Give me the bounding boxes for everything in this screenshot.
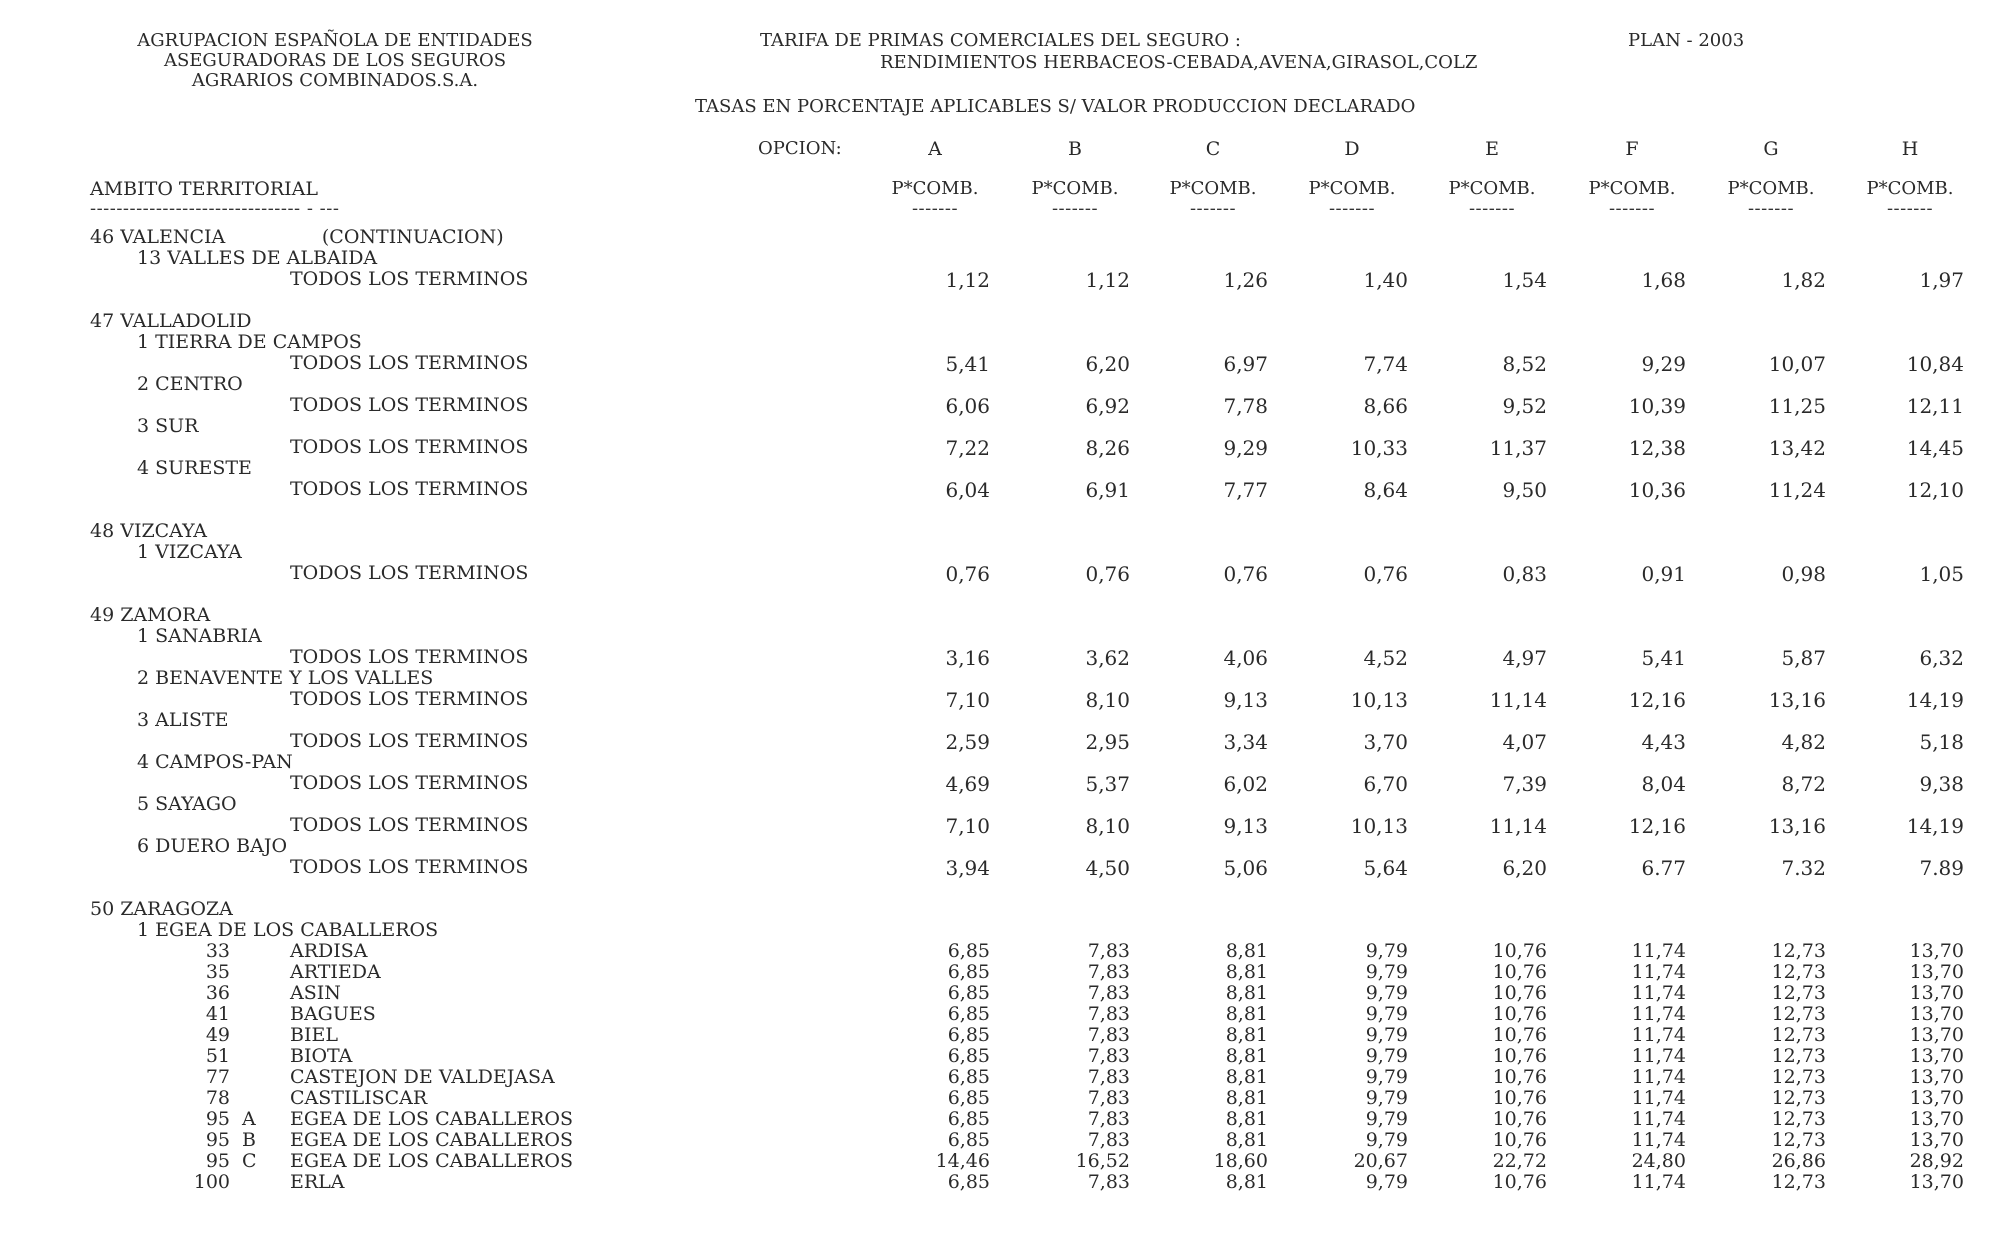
- rate-cell: 9,79: [1365, 940, 1408, 962]
- rate-cell: 12,73: [1771, 1129, 1826, 1151]
- rate-cell: 13,70: [1909, 1045, 1964, 1067]
- rate-cell: 6,85: [947, 982, 990, 1004]
- rate-cell: 1,82: [1781, 268, 1826, 292]
- rate-cell: 8,81: [1225, 1045, 1268, 1067]
- comarca-heading: 1 VIZCAYA: [137, 541, 242, 563]
- rate-cell: 5,41: [945, 352, 990, 376]
- rate-cell: 11,37: [1489, 436, 1547, 460]
- rate-cell: 7,83: [1087, 1171, 1130, 1193]
- rate-cell: 8,72: [1781, 772, 1826, 796]
- rate-cell: 6,02: [1223, 772, 1268, 796]
- rate-cell: 9,38: [1919, 772, 1964, 796]
- rate-cell: 7,77: [1223, 478, 1268, 502]
- rate-cell: 8,81: [1225, 1003, 1268, 1025]
- tarifa-line-1: TARIFA DE PRIMAS COMERCIALES DEL SEGURO :: [760, 30, 1241, 51]
- rate-cell: 7,83: [1087, 1045, 1130, 1067]
- rate-cell: 6,97: [1223, 352, 1268, 376]
- municipality-code: 41: [205, 1003, 230, 1025]
- terminos-row-label: TODOS LOS TERMINOS: [290, 436, 529, 458]
- rate-cell: 11,74: [1631, 1066, 1686, 1088]
- option-letter: A: [928, 138, 942, 160]
- rate-cell: 7,83: [1087, 1024, 1130, 1046]
- rate-cell: 14,45: [1906, 436, 1964, 460]
- rate-cell: 10,07: [1768, 352, 1826, 376]
- rate-cell: 14,19: [1906, 814, 1964, 838]
- rate-cell: 13,16: [1768, 688, 1826, 712]
- rate-cell: 6,85: [947, 1045, 990, 1067]
- rate-cell: 9,52: [1502, 394, 1547, 418]
- rate-cell: 12,73: [1771, 1066, 1826, 1088]
- rate-cell: 5,18: [1919, 730, 1964, 754]
- rate-cell: 12,73: [1771, 940, 1826, 962]
- rate-cell: 8,81: [1225, 1129, 1268, 1151]
- rate-cell: 0,76: [1085, 562, 1130, 586]
- pcomb-dashes: -------: [1328, 198, 1376, 219]
- rate-cell: 1,05: [1919, 562, 1964, 586]
- pcomb-header: P*COMB.: [1588, 178, 1676, 199]
- rate-cell: 4,82: [1781, 730, 1826, 754]
- rate-cell: 10,39: [1628, 394, 1686, 418]
- comarca-heading: 1 SANABRIA: [137, 625, 262, 647]
- comarca-heading: 3 SUR: [137, 415, 199, 437]
- option-letter: G: [1763, 138, 1779, 160]
- rate-cell: 6,85: [947, 1003, 990, 1025]
- comarca-heading: 3 ALISTE: [137, 709, 229, 731]
- rate-cell: 5,87: [1781, 646, 1826, 670]
- municipality-name: BIOTA: [290, 1045, 353, 1067]
- rate-cell: 10,76: [1492, 1171, 1547, 1193]
- rate-cell: 6,85: [947, 1171, 990, 1193]
- rate-cell: 13,70: [1909, 1024, 1964, 1046]
- rate-cell: 11,14: [1489, 688, 1547, 712]
- municipality-code: 95: [205, 1129, 230, 1151]
- rate-cell: 11,74: [1631, 1171, 1686, 1193]
- rate-cell: 7.32: [1781, 856, 1826, 880]
- rate-cell: 8,10: [1085, 814, 1130, 838]
- org-line-2: ASEGURADORAS DE LOS SEGUROS: [163, 50, 507, 71]
- rate-cell: 4,97: [1502, 646, 1547, 670]
- rate-cell: 12,38: [1628, 436, 1686, 460]
- rate-cell: 12,11: [1906, 394, 1964, 418]
- rate-cell: 11,74: [1631, 1108, 1686, 1130]
- rate-cell: 7,83: [1087, 1003, 1130, 1025]
- rate-cell: 7,83: [1087, 940, 1130, 962]
- option-letter: D: [1344, 138, 1360, 160]
- rate-cell: 10,76: [1492, 1087, 1547, 1109]
- rate-cell: 13,70: [1909, 1066, 1964, 1088]
- rate-cell: 1,12: [1085, 268, 1130, 292]
- ambito-label: AMBITO TERRITORIAL: [90, 178, 318, 200]
- rate-cell: 7,83: [1087, 1087, 1130, 1109]
- terminos-row-label: TODOS LOS TERMINOS: [290, 646, 529, 668]
- rate-cell: 9,79: [1365, 1171, 1408, 1193]
- option-letter: C: [1205, 138, 1221, 160]
- pcomb-header: P*COMB.: [1308, 178, 1396, 199]
- rate-cell: 5,37: [1085, 772, 1130, 796]
- comarca-heading: 4 CAMPOS-PAN: [137, 751, 293, 773]
- option-letter: E: [1485, 138, 1499, 160]
- municipality-code: 51: [205, 1045, 230, 1067]
- rate-cell: 8,81: [1225, 1024, 1268, 1046]
- rate-cell: 6,85: [947, 1024, 990, 1046]
- rate-cell: 0,76: [945, 562, 990, 586]
- rate-cell: 28,92: [1909, 1150, 1964, 1172]
- rate-cell: 7,83: [1087, 1108, 1130, 1130]
- tasas-line: TASAS EN PORCENTAJE APLICABLES S/ VALOR PRODUCCION DECLARADO: [695, 96, 1416, 117]
- rate-cell: 10,76: [1492, 982, 1547, 1004]
- rate-cell: 6,20: [1085, 352, 1130, 376]
- pcomb-dashes: -------: [1468, 198, 1516, 219]
- terminos-row-label: TODOS LOS TERMINOS: [290, 772, 529, 794]
- rate-cell: 0,98: [1781, 562, 1826, 586]
- rate-cell: 4,06: [1223, 646, 1268, 670]
- rate-cell: 8,64: [1363, 478, 1408, 502]
- municipality-name: EGEA DE LOS CABALLEROS: [290, 1129, 574, 1151]
- municipality-code: 33: [205, 940, 230, 962]
- rate-cell: 6,85: [947, 1108, 990, 1130]
- comarca-heading: 6 DUERO BAJO: [137, 835, 288, 857]
- rate-cell: 12,10: [1906, 478, 1964, 502]
- rate-cell: 11,74: [1631, 1087, 1686, 1109]
- rate-cell: 13,70: [1909, 1003, 1964, 1025]
- rate-cell: 14,46: [935, 1150, 990, 1172]
- comarca-heading: 4 SURESTE: [137, 457, 252, 479]
- rate-cell: 1,68: [1641, 268, 1686, 292]
- rate-cell: 12,73: [1771, 1024, 1826, 1046]
- rate-cell: 7,78: [1223, 394, 1268, 418]
- rate-cell: 5,06: [1223, 856, 1268, 880]
- rate-cell: 18,60: [1213, 1150, 1268, 1172]
- rate-cell: 8,52: [1502, 352, 1547, 376]
- municipality-subcode: C: [242, 1150, 257, 1172]
- rate-cell: 0,83: [1502, 562, 1547, 586]
- rate-cell: 11,74: [1631, 1045, 1686, 1067]
- rate-cell: 6,85: [947, 940, 990, 962]
- rate-cell: 10,76: [1492, 1108, 1547, 1130]
- rate-cell: 3,62: [1085, 646, 1130, 670]
- comarca-heading: 2 CENTRO: [137, 373, 243, 395]
- province-heading: 47 VALLADOLID: [90, 310, 252, 332]
- rate-cell: 16,52: [1075, 1150, 1130, 1172]
- ambito-dashes: -------------------------------- - ---: [90, 198, 340, 219]
- rate-cell: 9,13: [1223, 814, 1268, 838]
- municipality-code: 100: [193, 1171, 230, 1193]
- pcomb-dashes: -------: [1747, 198, 1795, 219]
- rate-cell: 6,70: [1363, 772, 1408, 796]
- rate-cell: 9,79: [1365, 1003, 1408, 1025]
- terminos-row-label: TODOS LOS TERMINOS: [290, 814, 529, 836]
- rate-cell: 13,70: [1909, 1087, 1964, 1109]
- municipality-name: ASIN: [290, 982, 341, 1004]
- rate-cell: 10,76: [1492, 961, 1547, 983]
- rate-cell: 8,66: [1363, 394, 1408, 418]
- municipality-name: ERLA: [290, 1171, 345, 1193]
- rate-cell: 9,79: [1365, 1024, 1408, 1046]
- rate-cell: 10,13: [1350, 688, 1408, 712]
- rate-cell: 12,73: [1771, 1171, 1826, 1193]
- province-heading: 50 ZARAGOZA: [90, 898, 233, 920]
- municipality-code: 78: [205, 1087, 230, 1109]
- rate-cell: 12,16: [1628, 814, 1686, 838]
- province-heading: 49 ZAMORA: [90, 604, 211, 626]
- rate-cell: 12,73: [1771, 1108, 1826, 1130]
- rate-cell: 9,79: [1365, 982, 1408, 1004]
- rate-cell: 2,59: [945, 730, 990, 754]
- rate-cell: 12,73: [1771, 982, 1826, 1004]
- rate-cell: 10,76: [1492, 1045, 1547, 1067]
- rate-cell: 11,74: [1631, 1024, 1686, 1046]
- pcomb-header: P*COMB.: [1448, 178, 1536, 199]
- municipality-name: BIEL: [290, 1024, 338, 1046]
- rate-cell: 4,50: [1085, 856, 1130, 880]
- rate-cell: 6,32: [1919, 646, 1964, 670]
- rate-cell: 7.89: [1919, 856, 1964, 880]
- pcomb-header: P*COMB.: [891, 178, 979, 199]
- rate-cell: 8,81: [1225, 961, 1268, 983]
- pcomb-dashes: -------: [1608, 198, 1656, 219]
- municipality-name: CASTEJON DE VALDEJASA: [290, 1066, 555, 1088]
- pcomb-dashes: -------: [1189, 198, 1237, 219]
- rate-cell: 9,29: [1641, 352, 1686, 376]
- pcomb-dashes: -------: [1886, 198, 1934, 219]
- rate-cell: 11,14: [1489, 814, 1547, 838]
- rate-cell: 9,79: [1365, 1129, 1408, 1151]
- province-heading: 48 VIZCAYA: [90, 520, 207, 542]
- plan-label: PLAN - 2003: [1628, 30, 1745, 51]
- rate-cell: 6,20: [1502, 856, 1547, 880]
- rate-cell: 0,91: [1641, 562, 1686, 586]
- rate-cell: 9,13: [1223, 688, 1268, 712]
- rate-cell: 4,69: [945, 772, 990, 796]
- rate-cell: 7,22: [945, 436, 990, 460]
- rate-cell: 10,36: [1628, 478, 1686, 502]
- pcomb-header: P*COMB.: [1031, 178, 1119, 199]
- terminos-row-label: TODOS LOS TERMINOS: [290, 730, 529, 752]
- rate-cell: 9,79: [1365, 1087, 1408, 1109]
- municipality-name: BAGUES: [290, 1003, 376, 1025]
- rate-cell: 8,81: [1225, 1066, 1268, 1088]
- rate-cell: 0,76: [1363, 562, 1408, 586]
- rate-cell: 10,76: [1492, 1003, 1547, 1025]
- rate-cell: 3,70: [1363, 730, 1408, 754]
- rate-cell: 10,76: [1492, 1129, 1547, 1151]
- pcomb-header: P*COMB.: [1866, 178, 1954, 199]
- rate-cell: 1,12: [945, 268, 990, 292]
- rate-cell: 12,73: [1771, 1045, 1826, 1067]
- rate-cell: 22,72: [1492, 1150, 1547, 1172]
- municipality-name: ARDISA: [290, 940, 368, 962]
- terminos-row-label: TODOS LOS TERMINOS: [290, 562, 529, 584]
- rate-cell: 7,74: [1363, 352, 1408, 376]
- rate-cell: 0,76: [1223, 562, 1268, 586]
- municipality-name: ARTIEDA: [290, 961, 381, 983]
- rate-cell: 9,79: [1365, 1045, 1408, 1067]
- rate-cell: 13,70: [1909, 940, 1964, 962]
- municipality-subcode: B: [242, 1129, 256, 1151]
- pcomb-dashes: -------: [1051, 198, 1099, 219]
- rate-cell: 13,70: [1909, 1108, 1964, 1130]
- comarca-heading: 1 TIERRA DE CAMPOS: [137, 331, 362, 353]
- rate-cell: 11,74: [1631, 940, 1686, 962]
- comarca-heading: 5 SAYAGO: [137, 793, 237, 815]
- rate-cell: 3,34: [1223, 730, 1268, 754]
- rate-cell: 3,16: [945, 646, 990, 670]
- rate-cell: 3,94: [945, 856, 990, 880]
- rate-cell: 11,74: [1631, 1129, 1686, 1151]
- rate-cell: 5,64: [1363, 856, 1408, 880]
- rate-cell: 8,04: [1641, 772, 1686, 796]
- rate-cell: 10,76: [1492, 1066, 1547, 1088]
- rate-cell: 4,43: [1641, 730, 1686, 754]
- terminos-row-label: TODOS LOS TERMINOS: [290, 394, 529, 416]
- terminos-row-label: TODOS LOS TERMINOS: [290, 352, 529, 374]
- rate-cell: 10,76: [1492, 1024, 1547, 1046]
- org-line-3: AGRARIOS COMBINADOS.S.A.: [191, 70, 479, 91]
- comarca-heading: 13 VALLES DE ALBAIDA: [137, 247, 378, 269]
- rate-cell: 6,91: [1085, 478, 1130, 502]
- rate-cell: 13,70: [1909, 1129, 1964, 1151]
- municipality-code: 36: [205, 982, 230, 1004]
- rate-cell: 2,95: [1085, 730, 1130, 754]
- terminos-row-label: TODOS LOS TERMINOS: [290, 268, 529, 290]
- rate-cell: 1,97: [1919, 268, 1964, 292]
- rate-cell: 5,41: [1641, 646, 1686, 670]
- rate-cell: 4,52: [1363, 646, 1408, 670]
- rate-cell: 1,40: [1363, 268, 1408, 292]
- rate-cell: 13,70: [1909, 961, 1964, 983]
- rate-cell: 8,81: [1225, 940, 1268, 962]
- municipality-code: 35: [205, 961, 230, 983]
- rate-cell: 7,83: [1087, 982, 1130, 1004]
- option-letter: B: [1068, 138, 1082, 160]
- terminos-row-label: TODOS LOS TERMINOS: [290, 856, 529, 878]
- municipality-code: 49: [205, 1024, 230, 1046]
- pcomb-dashes: -------: [911, 198, 959, 219]
- rate-cell: 9,79: [1365, 1066, 1408, 1088]
- rate-cell: 11,74: [1631, 961, 1686, 983]
- tarifa-line-2: RENDIMIENTOS HERBACEOS-CEBADA,AVENA,GIRASOL,COLZ: [880, 52, 1478, 73]
- comarca-heading: 2 BENAVENTE Y LOS VALLES: [137, 667, 434, 689]
- rate-cell: 6,92: [1085, 394, 1130, 418]
- rate-cell: 11,24: [1768, 478, 1826, 502]
- rate-cell: 1,26: [1223, 268, 1268, 292]
- rate-cell: 24,80: [1631, 1150, 1686, 1172]
- rate-cell: 6,85: [947, 1087, 990, 1109]
- rate-cell: 7,83: [1087, 961, 1130, 983]
- terminos-row-label: TODOS LOS TERMINOS: [290, 688, 529, 710]
- rate-cell: 11,25: [1768, 394, 1826, 418]
- option-letter: F: [1625, 138, 1639, 160]
- province-heading: 46 VALENCIA (CONTINUACION): [90, 226, 504, 248]
- rate-cell: 10,76: [1492, 940, 1547, 962]
- rate-cell: 9,79: [1365, 1108, 1408, 1130]
- opcion-label: OPCION:: [758, 138, 842, 159]
- rate-cell: 11,74: [1631, 1003, 1686, 1025]
- rate-cell: 12,73: [1771, 1087, 1826, 1109]
- rate-cell: 12,16: [1628, 688, 1686, 712]
- rate-cell: 10,84: [1906, 352, 1964, 376]
- org-line-1: AGRUPACION ESPAÑOLA DE ENTIDADES: [137, 30, 533, 51]
- rate-cell: 8,81: [1225, 982, 1268, 1004]
- rate-cell: 7,10: [945, 688, 990, 712]
- municipality-name: EGEA DE LOS CABALLEROS: [290, 1150, 574, 1172]
- rate-cell: 8,10: [1085, 688, 1130, 712]
- pcomb-header: P*COMB.: [1169, 178, 1257, 199]
- rate-cell: 8,81: [1225, 1108, 1268, 1130]
- comarca-heading: 1 EGEA DE LOS CABALLEROS: [137, 919, 439, 941]
- rate-cell: 6,06: [945, 394, 990, 418]
- municipality-subcode: A: [242, 1108, 256, 1130]
- rate-cell: 9,79: [1365, 961, 1408, 983]
- rate-cell: 8,26: [1085, 436, 1130, 460]
- rate-cell: 10,33: [1350, 436, 1408, 460]
- rate-cell: 6,85: [947, 1066, 990, 1088]
- rate-cell: 1,54: [1502, 268, 1547, 292]
- rate-cell: 20,67: [1353, 1150, 1408, 1172]
- pcomb-header: P*COMB.: [1727, 178, 1815, 199]
- rate-cell: 7,83: [1087, 1129, 1130, 1151]
- rate-cell: 26,86: [1771, 1150, 1826, 1172]
- rate-cell: 13,16: [1768, 814, 1826, 838]
- municipality-code: 95: [205, 1108, 230, 1130]
- rate-cell: 6,85: [947, 1129, 990, 1151]
- municipality-code: 95: [205, 1150, 230, 1172]
- rate-cell: 14,19: [1906, 688, 1964, 712]
- rate-cell: 7,83: [1087, 1066, 1130, 1088]
- rate-cell: 8,81: [1225, 1087, 1268, 1109]
- municipality-code: 77: [205, 1066, 230, 1088]
- rate-cell: 10,13: [1350, 814, 1408, 838]
- terminos-row-label: TODOS LOS TERMINOS: [290, 478, 529, 500]
- municipality-name: EGEA DE LOS CABALLEROS: [290, 1108, 574, 1130]
- rate-cell: 9,50: [1502, 478, 1547, 502]
- rate-cell: 12,73: [1771, 1003, 1826, 1025]
- option-letter: H: [1901, 138, 1919, 160]
- rate-cell: 7,39: [1502, 772, 1547, 796]
- rate-cell: 6.77: [1641, 856, 1686, 880]
- rate-cell: 13,70: [1909, 1171, 1964, 1193]
- rate-cell: 13,42: [1768, 436, 1826, 460]
- rate-cell: 9,29: [1223, 436, 1268, 460]
- rate-cell: 12,73: [1771, 961, 1826, 983]
- rate-cell: 7,10: [945, 814, 990, 838]
- rate-cell: 6,85: [947, 961, 990, 983]
- rate-cell: 13,70: [1909, 982, 1964, 1004]
- municipality-name: CASTILISCAR: [290, 1087, 428, 1109]
- rate-cell: 8,81: [1225, 1171, 1268, 1193]
- rate-cell: 11,74: [1631, 982, 1686, 1004]
- rate-cell: 4,07: [1502, 730, 1547, 754]
- rate-cell: 6,04: [945, 478, 990, 502]
